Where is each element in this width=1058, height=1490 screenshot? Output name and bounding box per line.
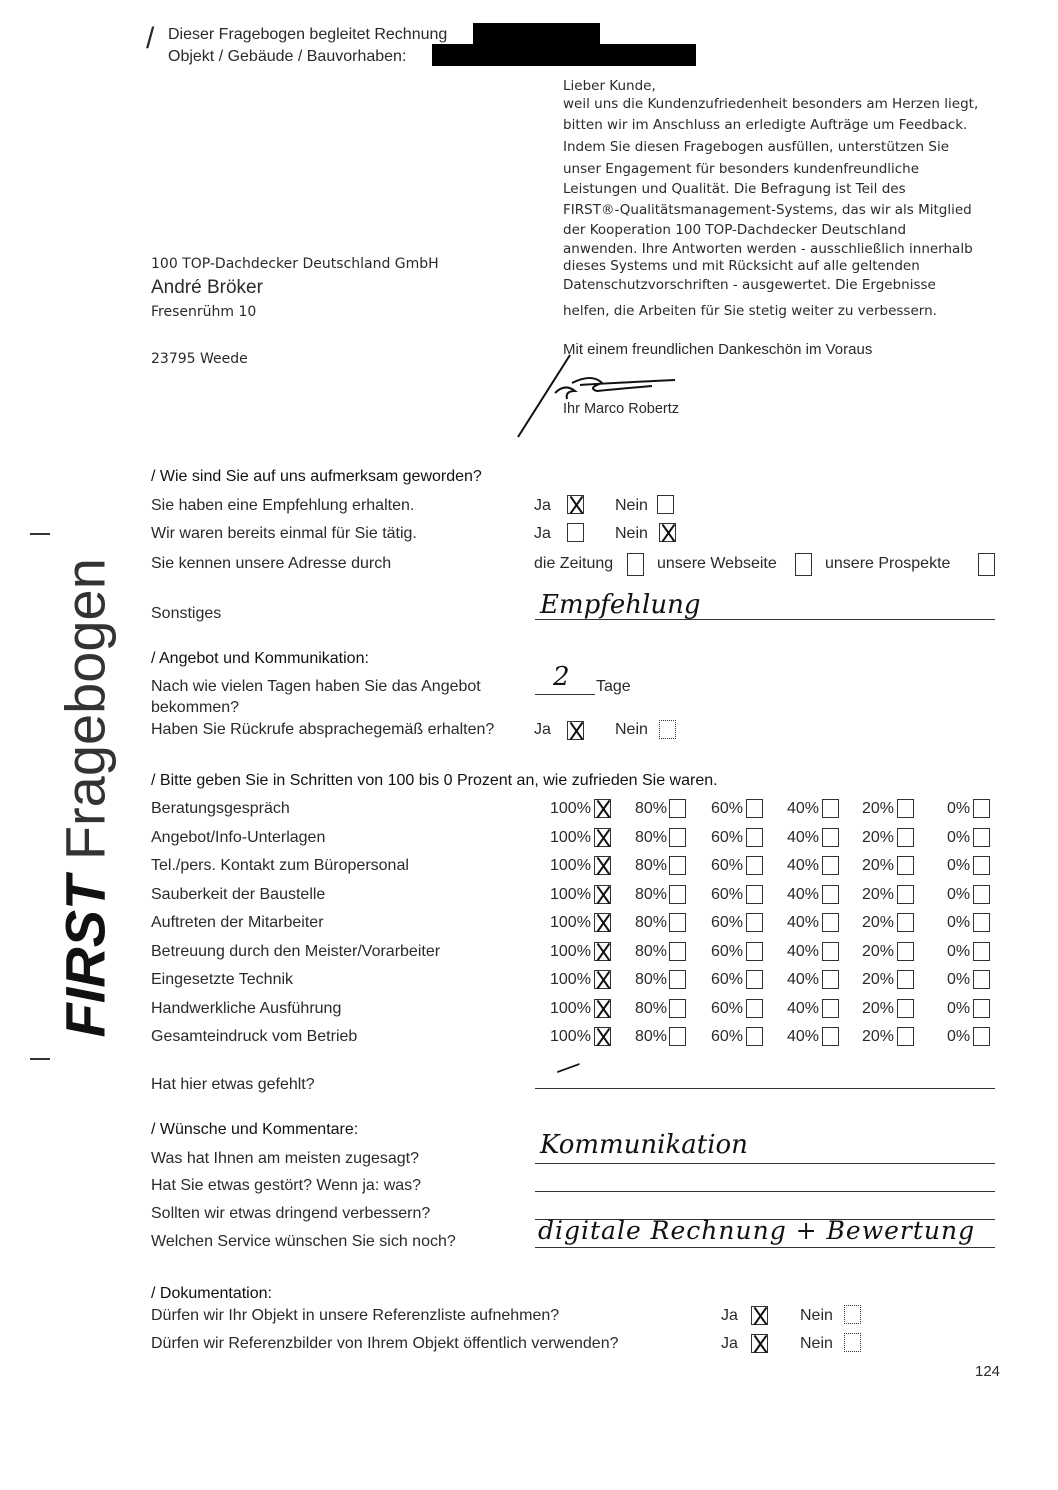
rating-row-label: Handwerkliche Ausführung xyxy=(151,999,342,1017)
rating-checkbox[interactable] xyxy=(897,913,914,932)
rating-level-label: 80% xyxy=(635,971,668,988)
rating-level-label: 60% xyxy=(711,971,744,988)
rating-row-label: Beratungsgespräch xyxy=(151,800,290,817)
section2-title: / Angebot und Kommunikation: xyxy=(151,650,369,667)
rating-level-label: 0% xyxy=(947,942,971,960)
ja-label: Ja xyxy=(534,525,551,542)
rating-checkbox[interactable] xyxy=(822,856,839,875)
rating-level-label: 100% xyxy=(550,914,591,931)
question-reference-images: Dürfen wir Referenzbilder von Ihrem Objekt öffentlich verwenden? xyxy=(151,1335,619,1352)
rating-level-label: 60% xyxy=(711,942,744,960)
rating-checkbox[interactable] xyxy=(594,999,611,1018)
rating-level-label: 0% xyxy=(947,885,971,903)
rating-checkbox[interactable] xyxy=(669,856,686,875)
rating-level-label: 20% xyxy=(862,857,895,874)
rating-checkbox[interactable] xyxy=(897,885,914,904)
rating-checkbox[interactable] xyxy=(669,828,686,847)
letter-line: unser Engagement für besonders kundenfreundliche xyxy=(563,161,920,177)
rating-checkbox[interactable] xyxy=(822,970,839,989)
service-input-line[interactable] xyxy=(535,1247,995,1248)
question-previous-work: Wir waren bereits einmal für Sie tätig. xyxy=(151,525,417,542)
section3-title: / Bitte geben Sie in Schritten von 100 bis 0 Prozent an, wie zufrieden Sie waren. xyxy=(151,772,718,789)
rating-checkbox[interactable] xyxy=(746,913,763,932)
rating-level-label: 0% xyxy=(947,971,971,988)
letter-line: dieses Systems und mit Rücksicht auf alle geltenden xyxy=(563,258,920,274)
page-number: 124 xyxy=(975,1363,1001,1380)
rating-checkbox[interactable] xyxy=(822,799,839,818)
rating-row-label: Gesamteindruck vom Betrieb xyxy=(151,1028,358,1045)
checkbox-callbacks-ja[interactable] xyxy=(567,721,584,740)
rating-level-label: 40% xyxy=(787,828,820,846)
rating-checkbox[interactable] xyxy=(669,799,686,818)
option-zeitung: die Zeitung xyxy=(534,555,614,572)
ja-label: Ja xyxy=(534,721,551,738)
rating-checkbox[interactable] xyxy=(973,970,990,989)
rating-checkbox[interactable] xyxy=(973,999,990,1018)
rating-checkbox[interactable] xyxy=(669,1027,686,1046)
rating-level-label: 40% xyxy=(787,857,820,874)
rating-checkbox[interactable] xyxy=(973,799,990,818)
rating-checkbox[interactable] xyxy=(669,913,686,932)
days-unit: Tage xyxy=(596,678,631,695)
rating-level-label: 80% xyxy=(635,800,668,817)
rating-checkbox[interactable] xyxy=(746,942,763,961)
rating-checkbox[interactable] xyxy=(897,799,914,818)
rating-level-label: 0% xyxy=(947,800,971,817)
rating-level-label: 100% xyxy=(550,999,591,1017)
rating-checkbox[interactable] xyxy=(822,999,839,1018)
question-offer-days-cont: bekommen? xyxy=(151,699,240,716)
question-offer-days: Nach wie vielen Tagen haben Sie das Angebot xyxy=(151,678,481,695)
rating-checkbox[interactable] xyxy=(973,913,990,932)
redaction-object xyxy=(432,44,696,66)
rating-level-label: 20% xyxy=(862,999,895,1017)
rating-level-label: 40% xyxy=(787,914,820,931)
days-value: 2 xyxy=(553,662,570,692)
rating-level-label: 60% xyxy=(711,1028,744,1045)
nein-label: Nein xyxy=(800,1335,833,1352)
rating-level-label: 100% xyxy=(550,942,591,960)
ja-label: Ja xyxy=(721,1307,738,1324)
rating-checkbox[interactable] xyxy=(746,828,763,847)
address-street: Fresenrühm 10 xyxy=(151,304,257,320)
checkbox-zeitung[interactable] xyxy=(627,553,644,576)
address-city: 23795 Weede xyxy=(151,351,248,367)
rating-level-label: 80% xyxy=(635,942,668,960)
ja-label: Ja xyxy=(534,497,551,514)
rating-row-label: Sauberkeit der Baustelle xyxy=(151,885,326,903)
disturbed-input-line[interactable] xyxy=(535,1191,995,1192)
rating-level-label: 20% xyxy=(862,942,895,960)
rating-level-label: 60% xyxy=(711,914,744,931)
rating-checkbox[interactable] xyxy=(973,828,990,847)
other-label: Sonstiges xyxy=(151,605,222,622)
option-webseite: unsere Webseite xyxy=(657,555,777,572)
rating-level-label: 20% xyxy=(862,1028,895,1045)
rating-level-label: 80% xyxy=(635,1028,668,1045)
rating-level-label: 60% xyxy=(711,999,744,1017)
nein-label: Nein xyxy=(800,1307,833,1324)
nein-label: Nein xyxy=(615,497,648,514)
rating-level-label: 80% xyxy=(635,999,668,1017)
rating-checkbox[interactable] xyxy=(822,913,839,932)
checkbox-callbacks-nein[interactable] xyxy=(659,720,676,739)
checkbox-reference-nein[interactable] xyxy=(844,1305,861,1324)
rating-level-label: 100% xyxy=(550,971,591,988)
rating-level-label: 40% xyxy=(787,1028,820,1045)
rating-level-label: 40% xyxy=(787,999,820,1017)
rating-checkbox[interactable] xyxy=(746,856,763,875)
service-value: digitale Rechnung + Bewertung xyxy=(538,1216,976,1245)
rating-checkbox[interactable] xyxy=(669,942,686,961)
rating-checkbox[interactable] xyxy=(594,799,611,818)
question-callbacks: Haben Sie Rückrufe absprachegemäß erhalten? xyxy=(151,721,495,738)
rating-checkbox[interactable] xyxy=(746,1027,763,1046)
rating-level-label: 0% xyxy=(947,1028,971,1045)
address-name: André Bröker xyxy=(151,277,263,298)
rating-level-label: 80% xyxy=(635,828,668,846)
question-address-source: Sie kennen unsere Adresse durch xyxy=(151,555,392,572)
rating-checkbox[interactable] xyxy=(746,885,763,904)
rating-checkbox[interactable] xyxy=(822,828,839,847)
question-liked: Was hat Ihnen am meisten zugesagt? xyxy=(151,1150,419,1167)
rating-level-label: 80% xyxy=(635,914,668,931)
rating-checkbox[interactable] xyxy=(973,856,990,875)
rating-level-label: 100% xyxy=(550,885,591,903)
rating-level-label: 60% xyxy=(711,828,744,846)
letter-line: Indem Sie diesen Fragebogen ausfüllen, unterstützen Sie xyxy=(563,139,950,155)
checkbox-prospekte[interactable] xyxy=(978,553,995,576)
fold-mark xyxy=(30,533,50,535)
closing: Mit einem freundlichen Dankeschön im Voraus xyxy=(563,341,873,358)
section1-title: / Wie sind Sie auf uns aufmerksam geworden? xyxy=(151,468,482,485)
checkbox-recommendation-nein[interactable] xyxy=(657,495,674,514)
section5-title: / Dokumentation: xyxy=(151,1285,272,1302)
rating-row-label: Betreuung durch den Meister/Vorarbeiter xyxy=(151,942,441,960)
slash-mark: / xyxy=(146,22,155,55)
invoice-label: Dieser Fragebogen begleitet Rechnung xyxy=(168,26,448,43)
fold-mark xyxy=(30,1058,50,1060)
rating-level-label: 100% xyxy=(550,857,591,874)
checkbox-webseite[interactable] xyxy=(795,553,812,576)
rating-checkbox[interactable] xyxy=(973,942,990,961)
checkbox-reference-ja[interactable] xyxy=(751,1306,768,1325)
ja-label: Ja xyxy=(721,1335,738,1352)
rating-checkbox[interactable] xyxy=(973,1027,990,1046)
rating-level-label: 80% xyxy=(635,857,668,874)
rating-checkbox[interactable] xyxy=(594,828,611,847)
rating-level-label: 0% xyxy=(947,999,971,1017)
missing-value: — xyxy=(550,1048,586,1086)
nein-label: Nein xyxy=(615,721,648,738)
rating-checkbox[interactable] xyxy=(594,913,611,932)
rating-level-label: 0% xyxy=(947,828,971,846)
rating-checkbox[interactable] xyxy=(594,970,611,989)
rating-checkbox[interactable] xyxy=(973,885,990,904)
rating-level-label: 0% xyxy=(947,914,971,931)
letter-line: anwenden. Ihre Antworten werden - ausschließlich innerhalb xyxy=(563,241,973,257)
rating-checkbox[interactable] xyxy=(594,1027,611,1046)
question-disturbed: Hat Sie etwas gestört? Wenn ja: was? xyxy=(151,1177,422,1194)
rating-level-label: 20% xyxy=(862,885,895,903)
rating-level-label: 80% xyxy=(635,885,668,903)
rating-level-label: 40% xyxy=(787,800,820,817)
rating-checkbox[interactable] xyxy=(594,856,611,875)
object-label: Objekt / Gebäude / Bauvorhaben: xyxy=(168,48,407,65)
rating-checkbox[interactable] xyxy=(594,942,611,961)
rating-checkbox[interactable] xyxy=(822,942,839,961)
question-service: Welchen Service wünschen Sie sich noch? xyxy=(151,1233,456,1250)
rating-checkbox[interactable] xyxy=(897,970,914,989)
days-input-line[interactable] xyxy=(535,694,595,695)
rating-row-label: Tel./pers. Kontakt zum Büropersonal xyxy=(151,857,409,874)
checkbox-previous-nein[interactable] xyxy=(659,523,676,542)
rating-checkbox[interactable] xyxy=(594,885,611,904)
rating-level-label: 100% xyxy=(550,828,591,846)
rating-checkbox[interactable] xyxy=(746,799,763,818)
letter-line: der Kooperation 100 TOP-Dachdecker Deutschland xyxy=(563,222,907,238)
rating-level-label: 100% xyxy=(550,800,591,817)
rating-checkbox[interactable] xyxy=(897,999,914,1018)
rating-level-label: 60% xyxy=(711,885,744,903)
rating-row-label: Auftreten der Mitarbeiter xyxy=(151,914,324,931)
address-company: 100 TOP-Dachdecker Deutschland GmbH xyxy=(151,256,439,272)
letter-line: bitten wir im Anschluss an erledigte Aufträge um Feedback. xyxy=(563,117,968,133)
rating-level-label: 40% xyxy=(787,971,820,988)
rating-checkbox[interactable] xyxy=(746,970,763,989)
rating-checkbox[interactable] xyxy=(669,999,686,1018)
option-prospekte: unsere Prospekte xyxy=(825,555,951,572)
rating-checkbox[interactable] xyxy=(897,828,914,847)
checkbox-previous-ja[interactable] xyxy=(567,523,584,542)
letter-line: Lieber Kunde, xyxy=(563,78,656,94)
letter-line: weil uns die Kundenzufriedenheit besonders am Herzen liegt, xyxy=(563,96,979,112)
missing-input-line[interactable] xyxy=(535,1088,995,1089)
letter-line: helfen, die Arbeiten für Sie stetig weiter zu verbessern. xyxy=(563,303,937,319)
missing-label: Hat hier etwas gefehlt? xyxy=(151,1076,315,1093)
letter-line: Datenschutzvorschriften - ausgewertet. Die Ergebnisse xyxy=(563,277,936,293)
other-value: Empfehlung xyxy=(540,590,701,620)
rating-checkbox[interactable] xyxy=(897,856,914,875)
signature xyxy=(510,345,690,440)
rating-level-label: 40% xyxy=(787,942,820,960)
rating-row-label: Angebot/Info-Unterlagen xyxy=(151,828,326,846)
signer-name: Ihr Marco Robertz xyxy=(563,401,680,417)
rating-level-label: 0% xyxy=(947,857,971,874)
letter-line: FIRST®-Qualitätsmanagement-Systems, das wir als Mitglied xyxy=(563,202,972,218)
sidebar-title: FIRST Fragebogen xyxy=(53,558,117,1038)
rating-checkbox[interactable] xyxy=(669,970,686,989)
rating-level-label: 20% xyxy=(862,971,895,988)
section4-title: / Wünsche und Kommentare: xyxy=(151,1121,359,1138)
rating-level-label: 20% xyxy=(862,800,895,817)
rating-checkbox[interactable] xyxy=(822,885,839,904)
rating-checkbox[interactable] xyxy=(822,1027,839,1046)
rating-level-label: 60% xyxy=(711,800,744,817)
rating-level-label: 20% xyxy=(862,914,895,931)
question-recommendation: Sie haben eine Empfehlung erhalten. xyxy=(151,497,415,514)
rating-level-label: 40% xyxy=(787,885,820,903)
question-reference-list: Dürfen wir Ihr Objekt in unsere Referenzliste aufnehmen? xyxy=(151,1307,560,1324)
checkbox-recommendation-ja[interactable] xyxy=(567,495,584,514)
rating-checkbox[interactable] xyxy=(669,885,686,904)
rating-level-label: 60% xyxy=(711,857,744,874)
nein-label: Nein xyxy=(615,525,648,542)
checkbox-images-nein[interactable] xyxy=(844,1333,861,1352)
rating-checkbox[interactable] xyxy=(746,999,763,1018)
question-improve: Sollten wir etwas dringend verbessern? xyxy=(151,1205,431,1222)
liked-input-line[interactable] xyxy=(535,1163,995,1164)
rating-row-label: Eingesetzte Technik xyxy=(151,971,294,988)
rating-checkbox[interactable] xyxy=(897,1027,914,1046)
letter-line: Leistungen und Qualität. Die Befragung ist Teil des xyxy=(563,181,906,197)
rating-level-label: 20% xyxy=(862,828,895,846)
liked-value: Kommunikation xyxy=(540,1130,748,1160)
rating-checkbox[interactable] xyxy=(897,942,914,961)
rating-level-label: 100% xyxy=(550,1028,591,1045)
checkbox-images-ja[interactable] xyxy=(751,1334,768,1353)
